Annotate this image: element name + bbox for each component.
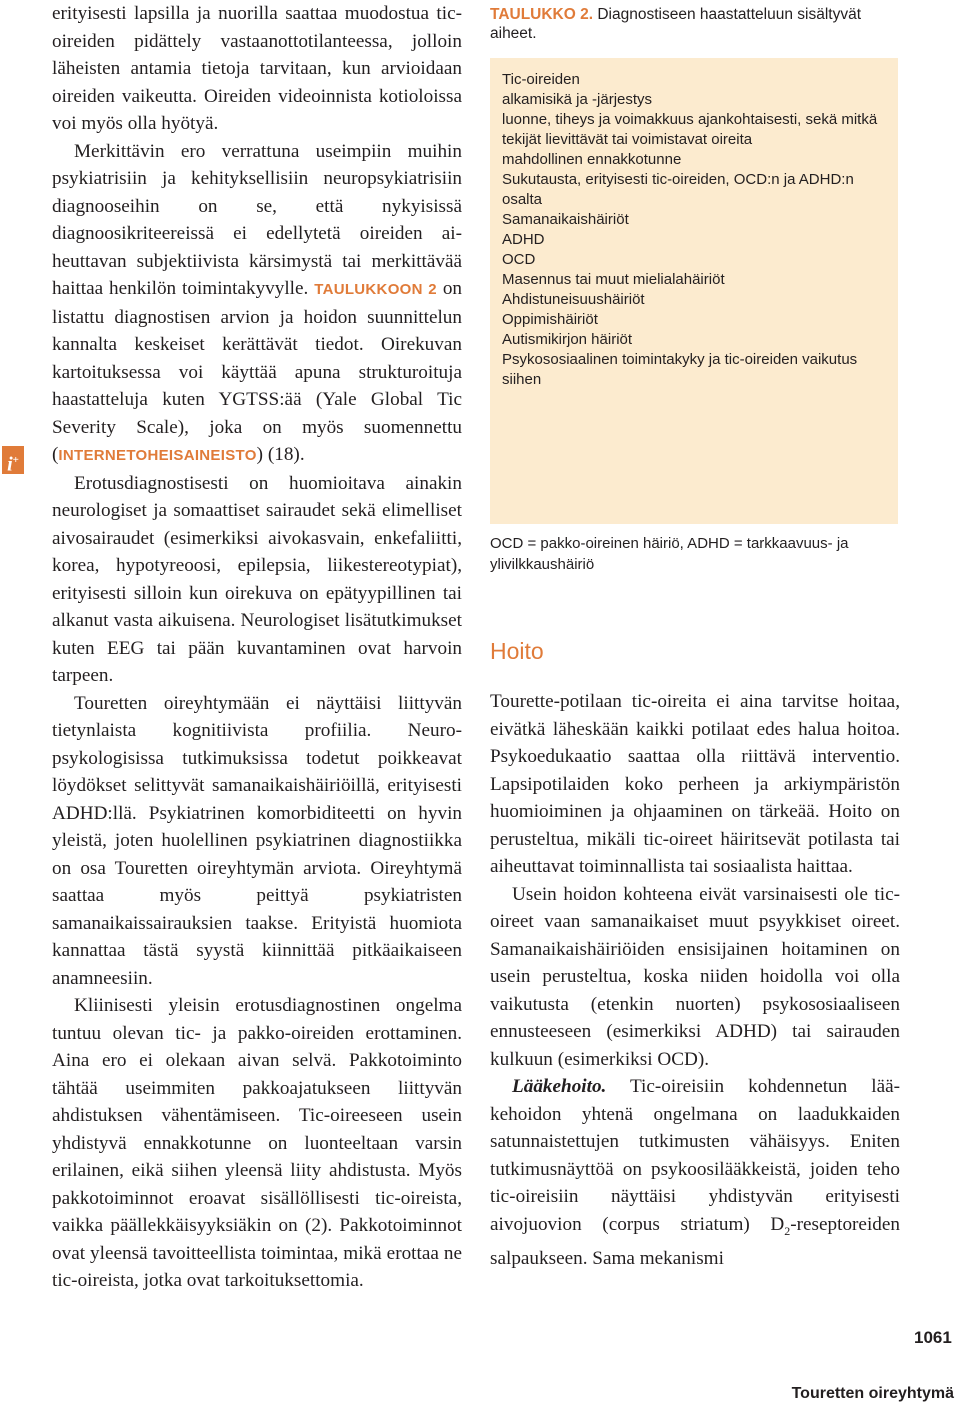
right-paragraph-1: Tourette-potilaan tic-oireita ei aina tarvitse hoitaa, eivätkä läheskään kaikki potilaat edes halua hoitoa. Psykoedukaatio saattaa olla riittävä interventio. Lapsipotilaiden koko perheen ja arkiympäristön huomioiminen ja ohjaaminen on tärkeää. Hoito on perusteltua, mikäli tic-oireet häiritsevät potilasta tai aiheuttavat toiminnallista tai sosiaalista haittaa. xyxy=(490,691,900,877)
table-row: Oppimishäiriöt xyxy=(502,311,598,328)
table-caption-text: Diagnostiseen haastatteluun sisältyvät aiheet. xyxy=(490,6,862,42)
page-number: 1061 xyxy=(914,1328,952,1347)
table-row: Sukutausta, erityisesti tic-oireiden, OCD:n ja ADHD:n osalta xyxy=(502,171,854,208)
table-row: Masennus tai muut mielialahäiriöt xyxy=(502,271,725,288)
table-row: Tic-oireiden xyxy=(502,71,580,88)
table-row: ADHD xyxy=(502,231,545,248)
left-paragraph-5: Kliinisesti yleisin erotusdiagnostinen ongelma tuntuu olevan tic- ja pakko-oireiden erottaminen. Aina ero ei olekaan aivan selvä. Pakkotoiminto tähtää useimmiten pakkoajatukseen liittyvän ahdistuksen vähentämiseen. Tic-oireeseen usein yhdistyvä ennakkotunne on luonteeltaan varsin erilainen, eikä siihen yleensä liity ahdistusta. Myös pakkotoiminnot eroavat sisällöllisesti tic-oireista, vaikka päällekkäisyyksiäkin on (2). Pakkotoiminnot ovat yleensä tavoitteellista toimintaa, mikä erottaa ne tic-oireista, jotka ovat tarkoituksettomia. xyxy=(52,995,462,1291)
internet-supplement-reference[interactable]: INTERNETOHEISAINEISTO xyxy=(58,447,257,464)
table-row: luonne, tiheys ja voimakkuus ajankohtaisesti, sekä mitkä tekijät lievittävät tai voimistavat oireita xyxy=(502,111,878,148)
internet-supplement-icon[interactable]: i+ xyxy=(2,446,24,474)
table-row: Autismikirjon häiriöt xyxy=(502,331,633,348)
right-paragraph-2: Usein hoidon kohteena eivät varsinaisesti ole tic-oireet vaan samanaikaiset muut psyykkiset oireet. Samanaikaishäiriöiden ensisijainen hoitaminen on usein perusteltua, koska niiden hoidolla voi olla vaikutusta (etenkin nuorten) psykososiaaliseen ennusteeseen (esimerkiksi ADHD) tai sairauden kulkuun (esimerkiksi OCD). xyxy=(490,883,900,1070)
left-paragraph-3: Erotusdiagnostisesti on huomioitava ainakin neurologiset ja somaattiset sairaudet sekä elimelliset aivosairaudet (esimerkiksi aivokasvain, enkefaliitti, korea, hypotyreoosi, epilepsia, liikestereotypiat), erityisesti silloin kun oirekuva on epätyypillinen tai alkanut vasta aikuisena. Neurologiset lisätutkimukset kuten EEG tai pään kuvantaminen ovat harvoin tarpeen. xyxy=(52,472,462,686)
left-paragraph-1: erityisesti lapsilla ja nuorilla saattaa muodostua tic-oireiden pidättely vastaanottotilanteessa, jolloin läheisten antamia tietoja tarvitaan, kun arvioidaan oireiden vaikeutta. Oireiden videoinnista kotioloissa voi myös olla hyötyä. xyxy=(52,3,462,134)
right-paragraph-3 xyxy=(490,1073,900,1272)
left-paragraph-2-text-b: on listattu diagnostisen arvion ja hoidon suunnittelun kannalta keskeiset kerättävät tiedot. Oirekuvan kartoituksessa voi käyttää apuna strukturoituja haastatteluja kuten YGTSS:ää (Yale Global Tic Severity Scale), joka on myös suomennettu ( xyxy=(52,278,463,465)
left-column xyxy=(52,0,462,1295)
right-paragraph-3-text-b: -reseptoreiden salpaukseen. Sama mekanismi xyxy=(490,1213,900,1269)
lead-in-laakehoito: Lääkehoito. xyxy=(512,1076,607,1097)
left-paragraph-4: Touretten oireyhtymään ei näyttäisi liittyvän tietynlaista kognitiivista profiilia. Neuropsykologisissa tutkimuksissa todetut poikkeavat löydökset selittyvät samanaikaishäiriöillä, erityisesti ADHD:llä. Psykiatrinen komorbiditeetti on hyvin yleistä, joten huolellinen psykiatrinen diagnostiikka on osa Touretten oireyhtymän arviota. Oireyhtymä saattaa myös peittyä psykiatristen samanaikaissairauksien taakse. Erityistä huomiota kannattaa tästä syystä kiinnittää pitkäaikaiseen anamneesiin. xyxy=(52,692,462,989)
left-paragraph-2 xyxy=(52,138,462,470)
table-row: OCD xyxy=(502,251,536,268)
table-row: Psykososiaalinen toimintakyky ja tic-oireiden vaikutus siihen xyxy=(502,351,858,388)
table-footnote: OCD = pakko-oireinen häiriö, ADHD = tarkkaavuus- ja ylivilkkaushäiriö xyxy=(490,535,849,573)
table-caption xyxy=(490,5,900,43)
right-column xyxy=(490,0,900,1269)
table-2-reference[interactable]: TAULUKKOON 2 xyxy=(314,281,437,298)
table-row: alkamisikä ja -järjestys xyxy=(502,91,653,108)
table-2-box xyxy=(490,58,898,524)
left-paragraph-2-text-c: ) (18). xyxy=(256,444,305,465)
d2-subscript: 2 xyxy=(784,1223,791,1238)
right-paragraph-3-text-a: Tic-oireisiin kohdennetun lääkehoidon yhtenä ongelmana on laadukkaiden satunnaistettujen tutkimusten vähäisyys. Eniten tutkimusnäyttöä on psykoosilääkkeistä, joiden teho tic-oireisiin näyttäisi yhdistyvän erityisesti aivojuovion (corpus striatum) D xyxy=(490,1076,900,1235)
running-head: Touretten oireyhtymä xyxy=(791,1385,954,1402)
right-body xyxy=(490,688,900,1272)
table-row: Ahdistuneisuushäiriöt xyxy=(502,291,645,308)
left-paragraph-2-text-a: Merkittävin ero verrattuna useimpiin muihin psykiatrisiin ja kehityksellisiin neuropsykiatrisiin diagnooseihin on se, että nykyisissä diagnoosikriteereissä ei edellytetä oireiden aiheuttavan subjektiivista kärsimystä tai merkittävää haittaa henkilön toimintakyvylle. xyxy=(52,140,462,299)
table-row: mahdollinen ennakkotunne xyxy=(502,151,682,168)
table-row: Samanaikaishäiriöt xyxy=(502,211,629,228)
section-heading-hoito: Hoito xyxy=(490,638,544,664)
table-label: TAULUKKO 2. xyxy=(490,6,594,23)
